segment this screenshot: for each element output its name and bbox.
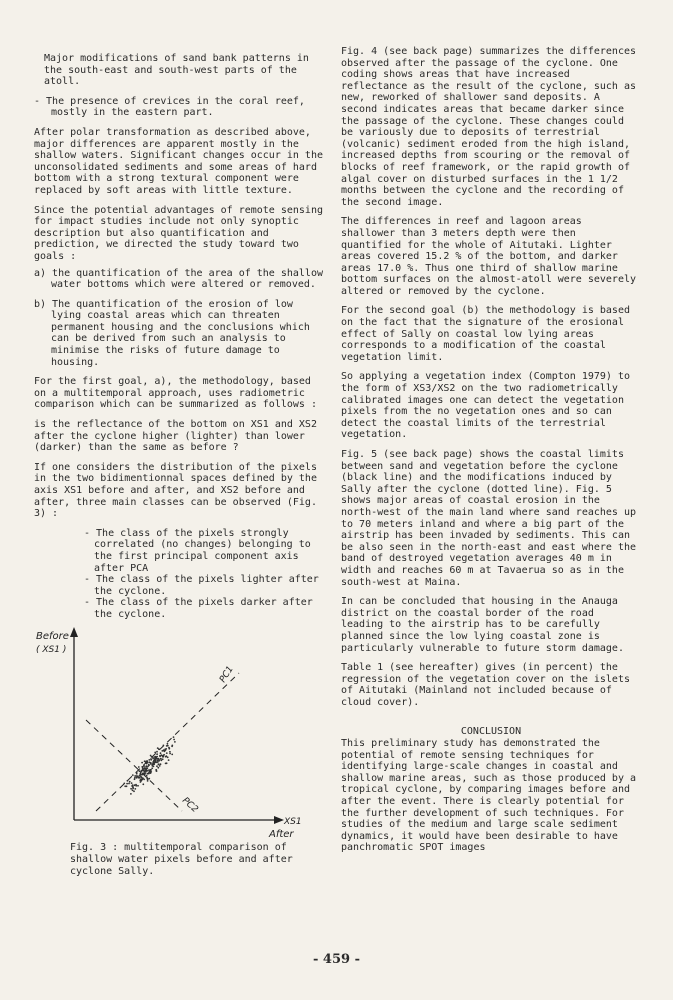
pixel-point bbox=[146, 765, 148, 767]
pixel-point bbox=[168, 759, 170, 761]
pixel-point bbox=[138, 777, 140, 779]
pixel-point bbox=[165, 755, 167, 757]
pixel-point bbox=[171, 754, 173, 756]
pixel-point bbox=[130, 793, 132, 795]
pixel-point bbox=[144, 771, 146, 773]
paragraph-polar-transformation: After polar transformation as described above, major differences are apparent mostly in the shallow waters. Significant changes occur in the unconsolidated sediments and some areas of hard bottom with a strong textural component were replaced by soft areas with little texture. bbox=[34, 126, 323, 196]
pixel-point bbox=[148, 771, 150, 773]
page-number: - 459 - bbox=[313, 952, 360, 967]
pixel-point bbox=[160, 752, 162, 754]
class-item-lighter: - The class of the pixels lighter after the cyclone. bbox=[84, 574, 319, 597]
pixel-point bbox=[156, 758, 158, 760]
pixel-point bbox=[161, 754, 163, 756]
pixel-point bbox=[148, 764, 150, 766]
pixel-point bbox=[148, 778, 150, 780]
pixel-point bbox=[136, 777, 138, 779]
pixel-point bbox=[130, 788, 132, 790]
pixel-point bbox=[157, 760, 159, 762]
pixel-point bbox=[166, 752, 168, 754]
pixel-point bbox=[173, 736, 175, 738]
pixel-point bbox=[161, 750, 163, 752]
pixel-point bbox=[123, 783, 125, 785]
goal-b: b) The quantification of the erosion of low lying coastal areas which can threaten permanent housing and the conclusions which can be derived from such an analysis to minimise the risks of future damage to housing. bbox=[34, 298, 310, 368]
pixel-point bbox=[153, 763, 155, 765]
y-axis-arrow bbox=[70, 627, 78, 637]
pixel-point bbox=[136, 775, 138, 777]
pixel-point bbox=[156, 751, 158, 753]
pixel-point bbox=[145, 760, 147, 762]
pixel-point bbox=[163, 745, 165, 747]
pixel-point bbox=[149, 761, 151, 763]
x-axis-arrow bbox=[274, 816, 284, 824]
x-axis-sublabel: After bbox=[269, 829, 294, 840]
pixel-point bbox=[169, 751, 171, 753]
paragraph-crevices: - The presence of crevices in the coral reef, mostly in the eastern part. bbox=[34, 95, 305, 119]
paragraph-conclusion: This preliminary study has demonstrated the potential of remote sensing techniques for identifying large-scale changes in coastal and shallow marine areas, such as those produced by a tropical cyclone, by comparing images before and after the event. There is clearly potential for the further development of such techniques. For studies of the medium and large scale sediment dynamics, it would have been desirable to have panchromatic SPOT images bbox=[341, 738, 637, 854]
class-item-darker: - The class of the pixels darker after the cyclone. bbox=[84, 597, 313, 620]
paragraph-housing: In can be concluded that housing in the Anauga district on the coastal border of the road leading to the airstrip has to be carefully planned since the low lying coastal zone is particularly vulnerable to future storm damage. bbox=[341, 596, 624, 654]
pixel-point bbox=[156, 756, 158, 758]
x-axis-label: XS1 bbox=[284, 817, 302, 827]
pixel-point bbox=[160, 758, 162, 760]
scatter-diagram bbox=[34, 625, 324, 840]
y-axis-label: Before bbox=[36, 631, 69, 642]
pixel-point bbox=[153, 766, 155, 768]
pixel-point bbox=[171, 745, 173, 747]
pixel-point bbox=[127, 780, 129, 782]
pixel-point bbox=[168, 747, 170, 749]
pixel-point bbox=[137, 785, 139, 787]
pixel-point bbox=[160, 763, 162, 765]
pixel-point bbox=[128, 783, 130, 785]
pixel-point bbox=[165, 748, 167, 750]
paragraph-first-goal: For the first goal, a), the methodology, based on a multitemporal approach, uses radiometric comparison which can be summarized as follows : bbox=[34, 376, 317, 411]
paragraph-table: Table 1 (see hereafter) gives (in percent) the regression of the vegetation cover on the islets of Aitutaki (Mainland not included because of cloud cover). bbox=[341, 662, 630, 708]
pixel-point bbox=[150, 763, 152, 765]
pixel-point bbox=[142, 768, 144, 770]
pixel-point bbox=[142, 777, 144, 779]
pixel-cloud bbox=[123, 736, 175, 795]
pixel-point bbox=[150, 759, 152, 761]
pixel-point bbox=[144, 767, 146, 769]
pixel-point bbox=[156, 765, 158, 767]
pixel-point bbox=[134, 777, 136, 779]
pixel-point bbox=[144, 769, 146, 771]
pixel-point bbox=[132, 774, 134, 776]
paragraph-fig5: Fig. 5 (see back page) shows the coastal limits between sand and vegetation before the cyclone (black line) and the modifications induced by Sally after the cyclone (dotted line). Fig. 5 shows major areas of coastal erosion in the north-west of the main land where sand reaches up to 70 meters inland and where a big part of the airstrip has been invaded by sediments. This can be also seen in the north-east and east where the band of destroyed vegetation averages 40 m in width and reaches 60 m at Tavaerua so as in the south-west at Maina. bbox=[341, 449, 637, 588]
right-column bbox=[341, 46, 641, 854]
pixel-point bbox=[167, 743, 169, 745]
left-column bbox=[34, 53, 326, 621]
pixel-point bbox=[133, 790, 135, 792]
pixel-point bbox=[158, 760, 160, 762]
paragraph-vegetation-index: So applying a vegetation index (Compton 1979) to the form of XS3/XS2 on the two radiometrically calibrated images one can detect the vegetation pixels from the no vegetation ones and so can detect the coastal limits of the terrestrial vegetation. bbox=[341, 371, 630, 441]
pixel-point bbox=[159, 756, 161, 758]
conclusion-heading: CONCLUSION bbox=[460, 726, 522, 738]
pixel-point bbox=[132, 789, 134, 791]
pixel-point bbox=[162, 756, 164, 758]
pixel-point bbox=[165, 763, 167, 765]
pixel-point bbox=[150, 755, 152, 757]
pixel-point bbox=[143, 773, 145, 775]
paragraph-since: Since the potential advantages of remote sensing for impact studies include not only synoptic description but also quantification and prediction, we directed the study toward two goals : bbox=[34, 204, 323, 262]
pixel-point bbox=[139, 779, 141, 781]
pixel-point bbox=[148, 759, 150, 761]
pixel-point bbox=[158, 763, 160, 765]
figure-3-caption: Fig. 3 : multitemporal comparison of shallow water pixels before and after cyclone Sally. bbox=[70, 842, 293, 877]
pc2-label: PC2 bbox=[179, 795, 200, 815]
pixel-point bbox=[151, 767, 153, 769]
pixel-point bbox=[173, 739, 175, 741]
paragraph-distribution: If one considers the distribution of the pixels in the two bidimentionnal spaces defined by the axis XS1 before and after, and XS2 before and after, three main classes can be observed (Fig. 3) : bbox=[34, 461, 317, 520]
pixel-point bbox=[142, 783, 144, 785]
pixel-point bbox=[162, 758, 164, 760]
pixel-point bbox=[156, 770, 158, 772]
pixel-point bbox=[143, 765, 145, 767]
paragraph-sand-bank: Major modifications of sand bank patterns in the south-east and south-west parts of the atoll. bbox=[44, 53, 309, 88]
pixel-point bbox=[146, 768, 148, 770]
pixel-point bbox=[147, 780, 149, 782]
class-item-correlated: - The class of the pixels strongly correlated (no changes) belonging to the first principal component axis after PCA bbox=[84, 527, 311, 574]
pixel-point bbox=[156, 753, 158, 755]
pixel-point bbox=[129, 781, 131, 783]
pixel-point bbox=[157, 758, 159, 760]
pixel-point bbox=[157, 767, 159, 769]
paragraph-second-goal: For the second goal (b) the methodology is based on the fact that the signature of the erosional effect of Sally on coastal low lying areas corresponds to a modification of the coastal vegetation limit. bbox=[341, 305, 630, 363]
paragraph-differences: The differences in reef and lagoon areas shallower than 3 meters depth were then quantified for the whole of Aitutaki. Lighter areas covered 15.2 % of the bottom, and darker areas 17.0 %. Thus one third of shallow marine bottom surfaces on the almost-atoll were severely altered or removed by the cyclone. bbox=[341, 216, 637, 297]
y-axis-sublabel: ( XS1 ) bbox=[36, 645, 67, 655]
pixel-point bbox=[132, 788, 134, 790]
pixel-point bbox=[157, 747, 159, 749]
pixel-point bbox=[163, 754, 165, 756]
pixel-point bbox=[154, 752, 156, 754]
pc1-label: PC1 bbox=[218, 664, 236, 685]
pixel-point bbox=[134, 788, 136, 790]
pixel-point bbox=[174, 741, 176, 743]
pixel-point bbox=[136, 773, 138, 775]
pixel-point bbox=[146, 775, 148, 777]
pixel-point bbox=[169, 753, 171, 755]
pixel-point bbox=[167, 756, 169, 758]
goal-a: a) the quantification of the area of the shallow water bottoms which were altered or removed. bbox=[34, 267, 323, 291]
figure-3 bbox=[34, 625, 324, 840]
pixel-point bbox=[159, 765, 161, 767]
pixel-point bbox=[126, 783, 128, 785]
pixel-point bbox=[167, 745, 169, 747]
pixel-point bbox=[152, 764, 154, 766]
pixel-point bbox=[140, 771, 142, 773]
pixel-point bbox=[152, 758, 154, 760]
pixel-point bbox=[147, 773, 149, 775]
pc2-axis bbox=[86, 720, 182, 811]
paragraph-fig4: Fig. 4 (see back page) summarizes the differences observed after the passage of the cyclone. One coding shows areas that have increased reflectance as the result of the cyclone, such as new, reworked of shallower sand deposits. A second indicates areas that became darker since the passage of the cyclone. These changes could be variously due to deposits of terrestrial (volcanic) sediment eroded from the high island, increased depths from scouring or the removal of blocks of reef framework, or the rapid growth of algal cover on disturbed surfaces in the 1 1/2 months between the cyclone and the recording of the second image. bbox=[341, 46, 637, 208]
pixel-point bbox=[144, 760, 146, 762]
pixel-point bbox=[138, 766, 140, 768]
pixel-point bbox=[135, 785, 137, 787]
paragraph-question: is the reflectance of the bottom on XS1 and XS2 after the cyclone higher (lighter) than lower (darker) than the same as before ? bbox=[34, 419, 317, 454]
pixel-point bbox=[126, 785, 128, 787]
pixel-point bbox=[160, 760, 162, 762]
pixel-point bbox=[141, 762, 143, 764]
class-list bbox=[34, 528, 326, 621]
pixel-point bbox=[155, 761, 157, 763]
pixel-point bbox=[146, 778, 148, 780]
pixel-point bbox=[131, 782, 133, 784]
pc1-axis bbox=[96, 673, 239, 811]
pixel-point bbox=[139, 774, 141, 776]
